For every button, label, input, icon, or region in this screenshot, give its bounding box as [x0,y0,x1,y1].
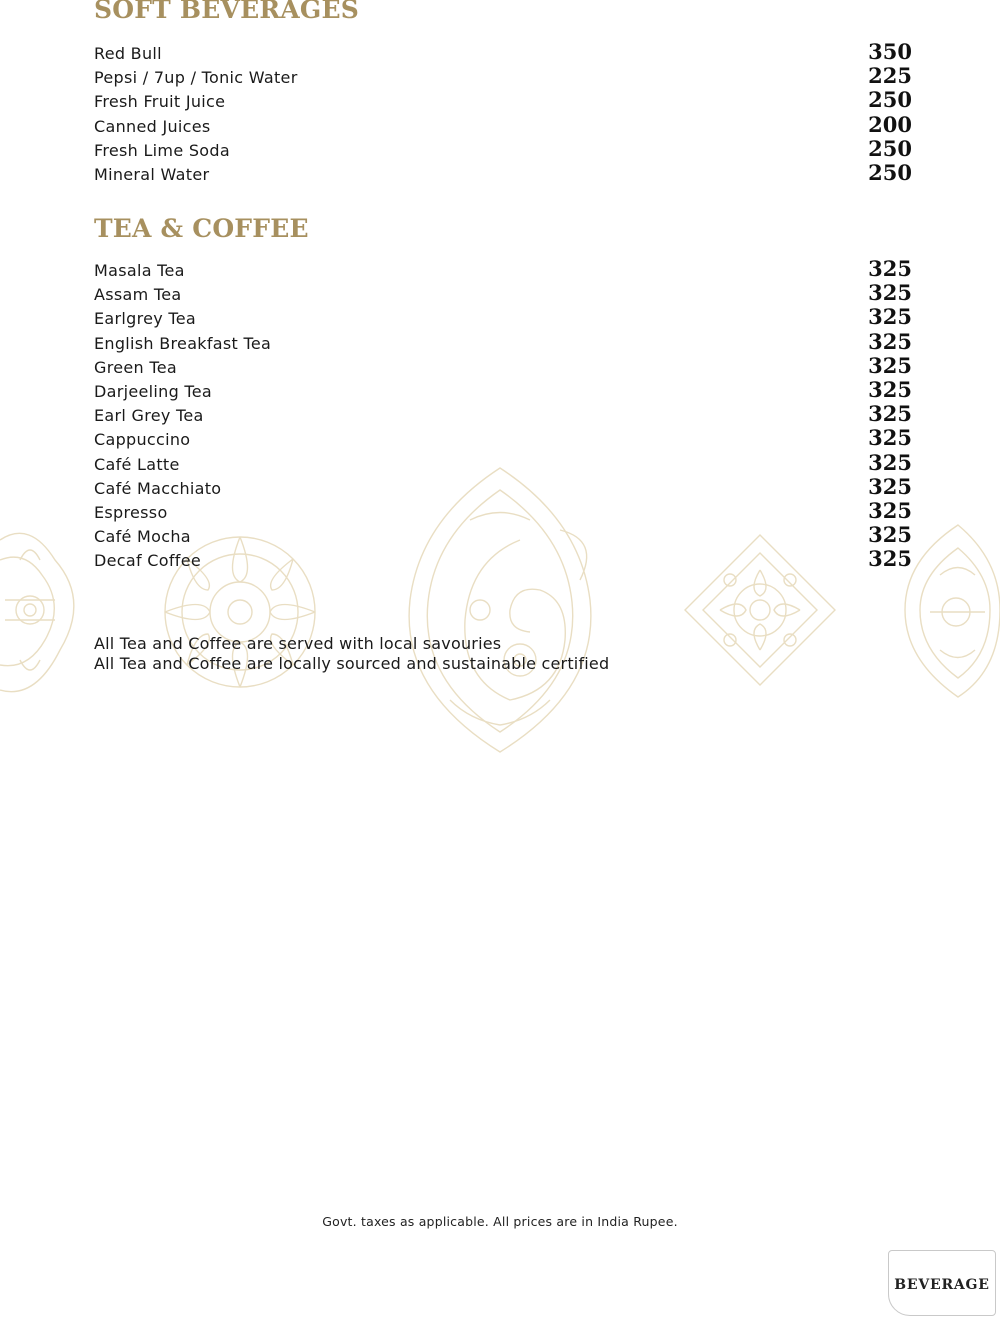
item-price: 325 [868,449,912,475]
page-tab-label: BEVERAGE [894,1277,990,1293]
item-price: 325 [868,280,912,306]
item-name: Earl Grey Tea [94,406,204,426]
item-name: Darjeeling Tea [94,381,213,401]
list-item [94,522,914,549]
item-price: 225 [868,63,912,89]
list-item [94,304,914,331]
item-name: English Breakfast Tea [94,333,272,353]
item-price: 350 [868,39,912,64]
list-item [94,256,914,283]
list-item [94,449,914,477]
item-price: 325 [868,376,912,402]
soft-beverages-list [94,39,914,187]
list-item [94,376,914,404]
tax-note: Govt. taxes as applicable. All prices are in India Rupee. [322,1214,678,1229]
item-price: 325 [868,522,912,548]
list-item [94,159,914,187]
item-price: 325 [868,401,912,427]
item-name: Pepsi / 7up / Tonic Water [94,68,298,88]
item-name: Decaf Coffee [94,551,201,571]
item-price: 250 [868,87,912,113]
item-name: Espresso [94,502,168,522]
item-name: Café Latte [94,454,180,474]
list-item [94,401,914,428]
item-name: Mineral Water [94,164,210,184]
item-name: Café Macchiato [94,478,222,498]
ornament-left-medallion [0,533,74,691]
list-item [94,63,914,90]
list-item [94,328,914,356]
list-item [94,280,914,307]
item-name: Green Tea [94,357,177,377]
item-name: Café Mocha [94,527,191,547]
tea-coffee-list [94,256,914,573]
item-price: 250 [868,159,912,185]
item-price: 325 [868,473,912,499]
item-name: Cappuccino [94,430,191,450]
item-price: 325 [868,256,912,281]
item-price: 325 [868,352,912,378]
item-name: Earlgrey Tea [94,309,197,329]
list-item [94,39,914,66]
item-name: Assam Tea [94,285,182,305]
list-item [94,497,914,525]
item-price: 200 [868,111,912,137]
item-name: Fresh Lime Soda [94,140,230,160]
list-item [94,546,914,573]
menu-notes [94,634,609,674]
item-price: 325 [868,425,912,451]
item-price: 325 [868,497,912,523]
list-item [94,425,914,452]
item-name: Canned Juices [94,116,211,136]
section-title-tea-coffee: TEA & COFFEE [94,214,309,243]
ornament-right-motif [905,525,1000,697]
section-title-soft-beverages: SOFT BEVERAGES [94,0,359,24]
item-name: Fresh Fruit Juice [94,92,226,112]
item-price: 325 [868,304,912,330]
note-savouries: All Tea and Coffee are served with local savouries [94,634,502,653]
item-name: Red Bull [94,44,162,63]
list-item [94,135,914,163]
list-item [94,352,914,380]
item-price: 325 [868,328,912,354]
note-sourcing: All Tea and Coffee are locally sourced and sustainable certified [94,654,610,673]
item-name: Masala Tea [94,261,185,280]
list-item [94,473,914,501]
list-item [94,87,914,114]
page-tab-beverage[interactable] [888,1250,996,1316]
item-price: 325 [868,546,912,572]
list-item [94,111,914,139]
item-price: 250 [868,135,912,161]
